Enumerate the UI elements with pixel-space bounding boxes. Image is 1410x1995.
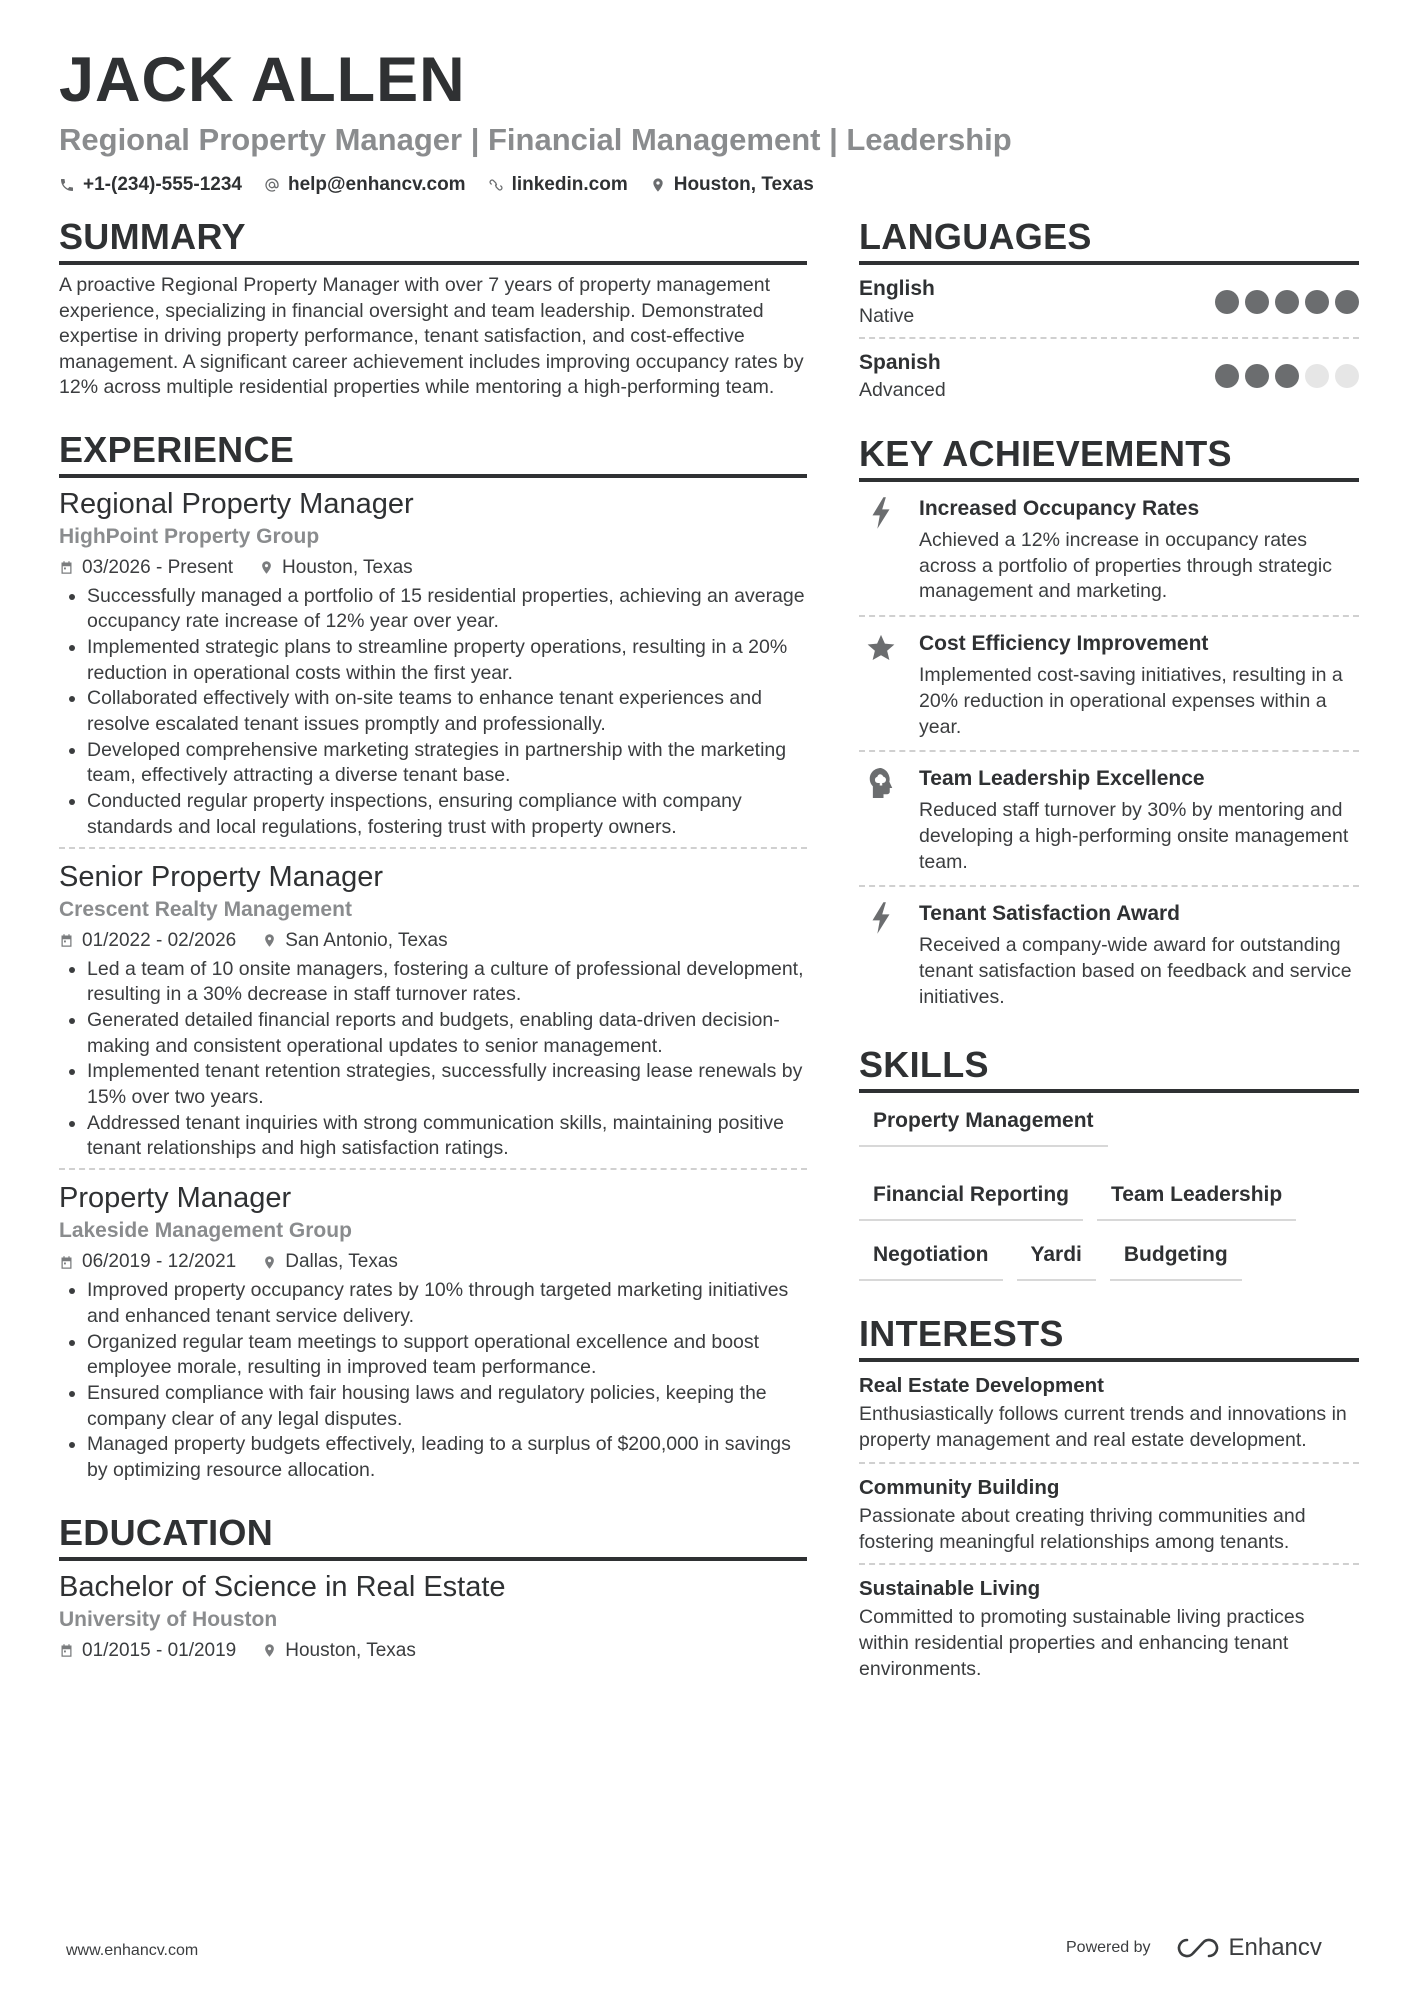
job-dates [59, 1248, 236, 1276]
language-rating [1215, 290, 1359, 314]
skill-tag: Property Management [859, 1101, 1108, 1147]
skill-tag: Negotiation [859, 1235, 1003, 1281]
resume-header [59, 44, 1359, 196]
job-bullets [59, 1278, 807, 1484]
job-bullet: • Successfully managed a portfolio of 15 residential properties, achieving an average occupancy rate increase of 12% year over year. [87, 584, 807, 635]
job-location [262, 927, 447, 955]
interest-desc: Committed to promoting sustainable living practices within residential properties and enhancing tenant environments. [859, 1606, 1305, 1680]
education-dates-text: 01/2015 - 01/2019 [82, 1639, 237, 1661]
location-pin-icon [262, 1255, 277, 1270]
job-bullet: • Improved property occupancy rates by 10% through targeted marketing initiatives and enhanced tenant service delivery. [87, 1278, 807, 1329]
contact-location-text: Houston, Texas [673, 174, 814, 195]
language-item [859, 347, 1359, 411]
summary-text: A proactive Regional Property Manager with over 7 years of property management experience, specializing in financial oversight and team leadership. Demonstrated expertise in driving property performance, tenant satisfaction, and cost-effective management. A significant career achievement includes improving occupancy rates by 12% across multiple residential properties while mentoring a high-performing team. [59, 274, 804, 398]
job-entry [59, 1180, 807, 1490]
interest-desc: Passionate about creating thriving communities and fostering meaningful relationships among tenants. [859, 1504, 1306, 1553]
job-location-text: Houston, Texas [282, 556, 413, 578]
job-bullet: • Led a team of 10 onsite managers, fostering a culture of professional development, resulting in a 30% decrease in staff turnover rates. [87, 957, 807, 1008]
achievement-icon-wrap [859, 899, 903, 1010]
language-name: Spanish [859, 351, 941, 374]
job-bullet: • Organized regular team meetings to support operational excellence and boost employee morale, resulting in improved team performance. [87, 1330, 807, 1381]
job-bullet: • Addressed tenant inquiries with strong communication skills, maintaining positive tenant relationships and high satisfaction ratings. [87, 1111, 807, 1162]
phone-icon [59, 177, 75, 193]
achievement-item [859, 895, 1359, 1020]
education-location [262, 1637, 416, 1665]
interest-item [859, 1370, 1359, 1463]
at-icon [264, 177, 280, 193]
location-pin-icon [262, 1643, 277, 1658]
job-company: Crescent Realty Management [59, 897, 352, 921]
contact-linkedin-text: linkedin.com [511, 174, 628, 195]
skill-tag: Team Leadership [1097, 1175, 1296, 1221]
achievement-title: Cost Efficiency Improvement [919, 632, 1209, 656]
language-level: Advanced [859, 379, 946, 401]
achievement-item [859, 490, 1359, 617]
language-level: Native [859, 305, 915, 327]
experience-section [59, 429, 807, 1490]
job-bullet: • Implemented tenant retention strategies, successfully increasing lease renewals by 15% over two years. [87, 1059, 807, 1110]
school-name: University of Houston [59, 1607, 278, 1631]
job-dates-text: 01/2022 - 02/2026 [82, 929, 237, 951]
job-bullet: • Managed property budgets effectively, leading to a surplus of $200,000 in savings by optimizing resource allocation. [87, 1432, 807, 1483]
rating-dot [1305, 364, 1329, 388]
skill-tag: Yardi [1017, 1235, 1096, 1281]
powered-by-label: Powered by [1066, 1939, 1151, 1956]
job-bullet: • Generated detailed financial reports and budgets, enabling data-driven decision-making and consistent operational updates to senior management. [87, 1008, 807, 1059]
job-bullets [59, 584, 807, 841]
achievement-icon-wrap [859, 629, 903, 740]
job-dates [59, 927, 236, 955]
achievement-desc: Reduced staff turnover by 30% by mentoring and developing a high-performing onsite management team. [919, 799, 1349, 873]
experience-heading: EXPERIENCE [59, 429, 807, 478]
candidate-name: JACK ALLEN [59, 45, 466, 115]
link-icon [488, 177, 504, 193]
job-title: Regional Property Manager [59, 487, 414, 520]
job-location [262, 1248, 398, 1276]
contact-linkedin[interactable] [488, 174, 628, 196]
rating-dot [1275, 290, 1299, 314]
job-company: HighPoint Property Group [59, 524, 320, 548]
contact-email-text: help@enhancv.com [287, 174, 466, 195]
education-section [59, 1512, 807, 1665]
rating-dot [1215, 290, 1239, 314]
contact-email[interactable] [264, 174, 466, 196]
rating-dot [1335, 290, 1359, 314]
location-pin-icon [259, 560, 274, 575]
brand-logo[interactable] [1175, 1934, 1322, 1962]
interest-item [859, 1472, 1359, 1565]
achievements-section [859, 433, 1359, 1020]
footer-website[interactable]: www.enhancv.com [66, 1942, 199, 1959]
degree-title: Bachelor of Science in Real Estate [59, 1570, 506, 1603]
calendar-icon [59, 560, 74, 575]
summary-section [59, 216, 807, 401]
education-meta [59, 1637, 807, 1665]
achievement-item [859, 760, 1359, 887]
skill-tag: Budgeting [1110, 1235, 1242, 1281]
achievement-title: Tenant Satisfaction Award [919, 902, 1180, 926]
rating-dot [1215, 364, 1239, 388]
contact-phone-text: +1-(234)-555-1234 [83, 174, 242, 195]
calendar-icon [59, 933, 74, 948]
languages-heading: LANGUAGES [859, 216, 1359, 265]
star-icon [866, 631, 896, 665]
rating-dot [1245, 290, 1269, 314]
achievements-heading: KEY ACHIEVEMENTS [859, 433, 1359, 482]
job-company: Lakeside Management Group [59, 1219, 352, 1243]
job-dates-text: 03/2026 - Present [82, 556, 234, 578]
interest-title: Community Building [859, 1475, 1060, 1499]
head-brain-icon [866, 766, 896, 800]
achievement-desc: Achieved a 12% increase in occupancy rates across a portfolio of properties through strategic management and marketing. [919, 529, 1332, 603]
education-heading: EDUCATION [59, 1512, 807, 1561]
calendar-icon [59, 1643, 74, 1658]
left-column [59, 216, 807, 1665]
job-dates [59, 554, 233, 582]
language-item [859, 273, 1359, 339]
language-name: English [859, 277, 935, 300]
skills-section [859, 1044, 1359, 1281]
rating-dot [1275, 364, 1299, 388]
education-location-text: Houston, Texas [285, 1639, 416, 1661]
achievement-title: Increased Occupancy Rates [919, 497, 1200, 520]
achievement-title: Team Leadership Excellence [919, 767, 1205, 791]
job-meta [59, 1248, 807, 1276]
job-bullets [59, 957, 807, 1163]
job-bullet: • Collaborated effectively with on-site teams to enhance tenant experiences and resolve escalated tenant issues promptly and professionally. [87, 686, 807, 737]
job-bullet: • Conducted regular property inspections, ensuring compliance with company standards and local regulations, fostering trust with property owners. [87, 789, 807, 840]
lightning-bolt-icon [866, 496, 896, 530]
skills-list [859, 1101, 1359, 1281]
brand-name: Enhancv [1228, 1934, 1322, 1961]
education-dates [59, 1637, 236, 1665]
job-bullet: • Developed comprehensive marketing strategies in partnership with the marketing team, effectively attracting a diverse tenant base. [87, 738, 807, 789]
interest-title: Real Estate Development [859, 1374, 1104, 1398]
interests-section [859, 1313, 1359, 1690]
interests-heading: INTERESTS [859, 1313, 1359, 1362]
calendar-icon [59, 1255, 74, 1270]
footer-powered [1066, 1934, 1322, 1962]
achievement-item [859, 625, 1359, 752]
job-meta [59, 554, 807, 582]
achievement-desc: Implemented cost-saving initiatives, resulting in a 20% reduction in operational expenses within a year. [919, 664, 1343, 738]
job-entry [59, 859, 807, 1171]
interest-title: Sustainable Living [859, 1577, 1041, 1601]
skills-heading: SKILLS [859, 1044, 1359, 1093]
interest-item [859, 1573, 1359, 1690]
job-location [259, 554, 413, 582]
enhancv-logo-icon [1175, 1936, 1221, 1960]
skill-tag: Financial Reporting [859, 1175, 1083, 1221]
job-entry [59, 486, 807, 849]
job-title: Property Manager [59, 1182, 292, 1215]
contact-bar [59, 174, 1359, 196]
lightning-bolt-icon [866, 901, 896, 935]
job-title: Senior Property Manager [59, 860, 383, 893]
rating-dot [1305, 290, 1329, 314]
contact-location [650, 174, 814, 196]
contact-phone[interactable] [59, 174, 242, 196]
job-location-text: San Antonio, Texas [285, 929, 448, 951]
job-location-text: Dallas, Texas [285, 1251, 398, 1273]
location-pin-icon [650, 177, 666, 193]
summary-heading: SUMMARY [59, 216, 807, 265]
achievement-icon-wrap [859, 764, 903, 875]
candidate-headline: Regional Property Manager | Financial Management | Leadership [59, 122, 1012, 157]
job-dates-text: 06/2019 - 12/2021 [82, 1251, 237, 1273]
achievement-icon-wrap [859, 494, 903, 605]
job-meta [59, 927, 807, 955]
right-column [859, 216, 1359, 1698]
languages-section [859, 216, 1359, 411]
interest-desc: Enthusiastically follows current trends and innovations in property management and real estate development. [859, 1403, 1347, 1452]
location-pin-icon [262, 933, 277, 948]
achievement-desc: Received a company-wide award for outstanding tenant satisfaction based on feedback and service initiatives. [919, 934, 1352, 1008]
language-rating [1215, 364, 1359, 388]
rating-dot [1335, 364, 1359, 388]
job-bullet: • Ensured compliance with fair housing laws and regulatory policies, keeping the company clear of any legal disputes. [87, 1381, 807, 1432]
job-bullet: • Implemented strategic plans to streamline property operations, resulting in a 20% reduction in operational costs within the first year. [87, 635, 807, 686]
rating-dot [1245, 364, 1269, 388]
